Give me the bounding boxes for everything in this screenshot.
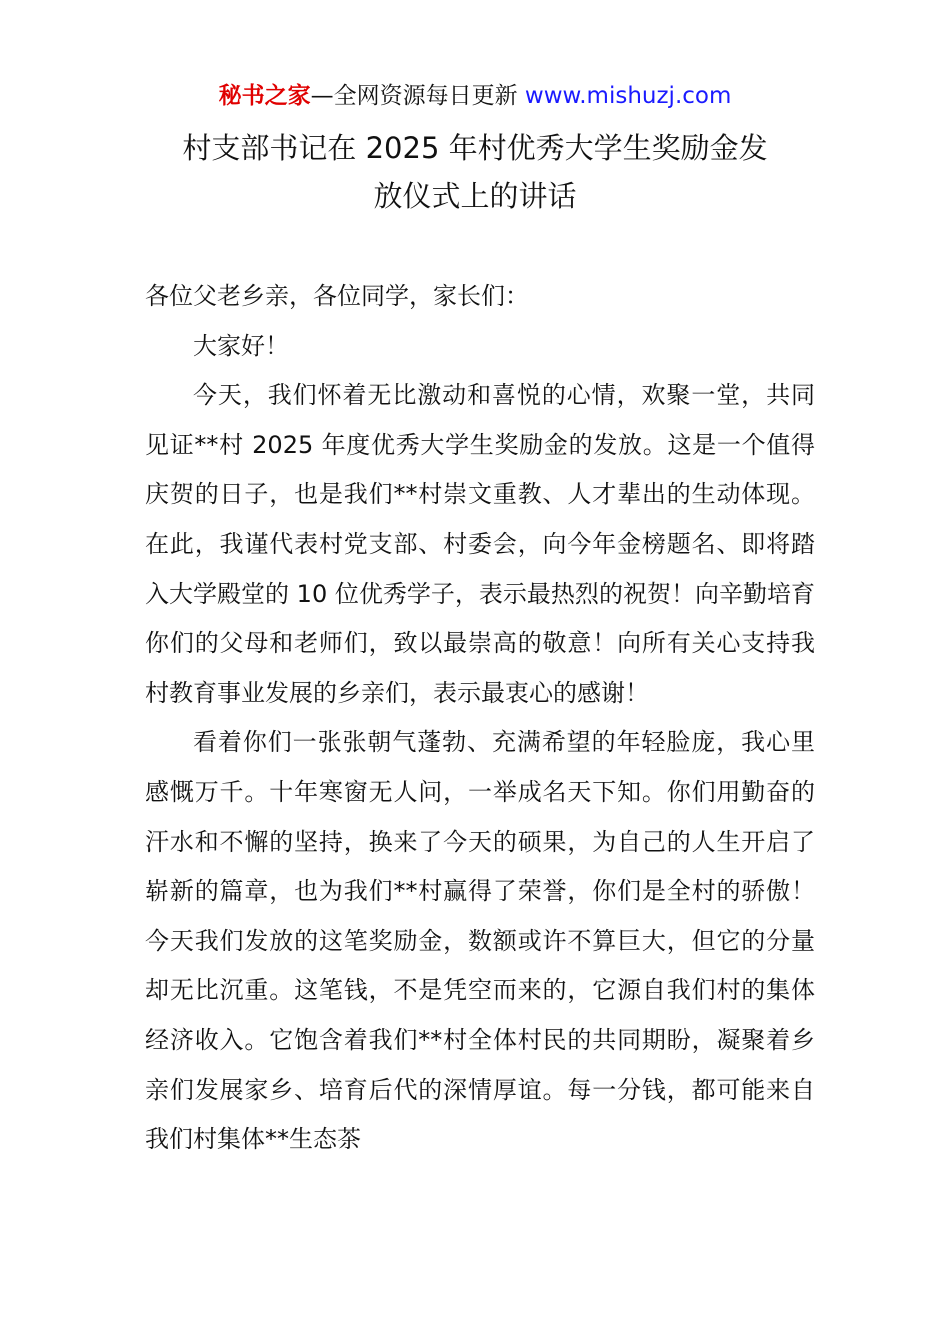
paragraph-2: 看着你们一张张朝气蓬勃、充满希望的年轻脸庞，我心里感慨万千。十年寒窗无人问，一举成名天下知。你们用勤奋的汗水和不懈的坚持，换来了今天的硕果，为自己的人生开启了崭新的篇章，也为我们**村赢得了荣誉，你们是全村的骄傲！今天我们发放的这笔奖励金，数额或许不算巨大，但它的分量却无比沉重。这笔钱，不是凭空而来的，它源自我们村的集体经济收入。它饱含着我们**村全体村民的共同期盼，凝聚着乡亲们发展家乡、培育后代的深情厚谊。每一分钱，都可能来自我们村集体**生态茶: [145, 728, 815, 1154]
title-line-1: 村支部书记在 2025 年村优秀大学生奖励金发: [182, 131, 768, 165]
site-tagline: —全网资源每日更新: [310, 83, 525, 109]
paragraph-1: 今天，我们怀着无比激动和喜悦的心情，欢聚一堂，共同见证**村 2025 年度优秀大学生奖励金的发放。这是一个值得庆贺的日子，也是我们**村崇文重教、人才辈出的生动体现。在此，我谨代表村党支部、村委会，向今年金榜题名、即将踏入大学殿堂的 10 位优秀学子，表示最热烈的祝贺！向辛勤培育你们的父母和老师们，致以最崇高的敬意！向所有关心支持我村教育事业发展的乡亲们，表示最衷心的感谢！: [145, 381, 815, 707]
site-name: 秘书之家: [218, 83, 311, 109]
salutation: 各位父老乡亲，各位同学，家长们：: [145, 282, 529, 310]
document-body: [145, 272, 815, 1165]
document-title: [150, 124, 800, 220]
greeting: 大家好！: [193, 331, 289, 360]
site-url-link[interactable]: www.mishuzj.com: [524, 83, 732, 109]
site-header: [0, 78, 950, 114]
title-line-2: 放仪式上的讲话: [373, 179, 577, 213]
